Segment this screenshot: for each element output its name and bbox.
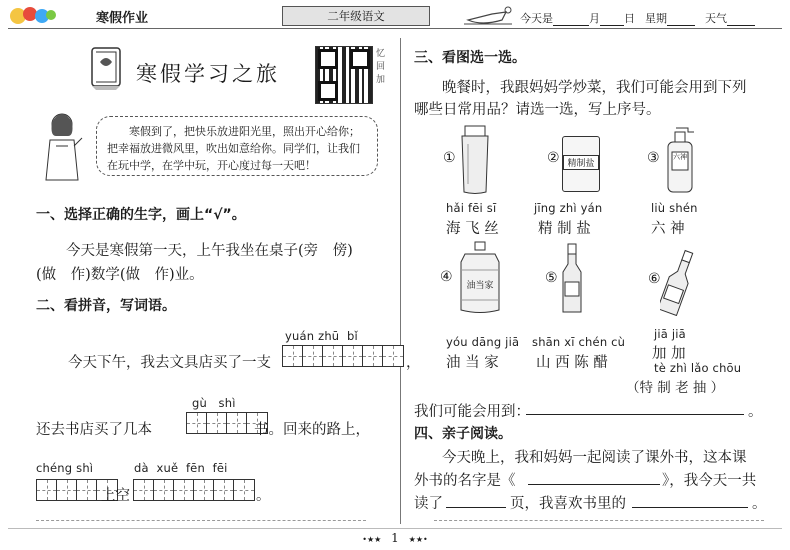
extra-pinyin: tè zhì lǎo chōu	[654, 361, 742, 375]
item-label: 精制盐	[563, 155, 599, 170]
item-pinyin: jīng zhì yán	[534, 201, 603, 215]
date-label: 今天是	[520, 12, 553, 25]
item-name: 海 飞 丝	[446, 221, 499, 237]
section2-line1: 今天下午，我去文具店买了一支	[68, 355, 271, 371]
item-name: 油 当 家	[446, 355, 499, 371]
intro-bubble	[96, 116, 378, 176]
section2-line3-mid: 上空	[101, 488, 130, 504]
footer-deco-left: •★★	[362, 535, 382, 544]
pages-line[interactable]	[446, 507, 506, 508]
section3-text2: 哪些日常用品？请选一选，写上序号。	[414, 102, 661, 118]
section4-text2b: 》，我今天一共	[662, 473, 757, 489]
soy-sauce-bottle-icon	[660, 248, 696, 316]
item-pinyin: hǎi fēi sī	[446, 201, 497, 215]
week-label: 星期	[645, 12, 667, 25]
answer-end: 。	[748, 404, 763, 420]
page-number: 1	[391, 531, 399, 545]
pinyin-yuanzhubi: yuán zhū bǐ	[285, 329, 358, 343]
pinyin-daxuefenfei: dà xuě fēn fēi	[134, 461, 228, 475]
salt-bag-icon	[562, 136, 600, 192]
item-name: 加 加	[652, 346, 686, 362]
answer-prefix: 我们可能会用到：	[414, 404, 530, 420]
banner-title: 寒假学习之旅	[136, 62, 280, 86]
vinegar-bottle-icon	[560, 242, 584, 314]
girl-illustration	[40, 110, 84, 186]
section3-title: 三、看图选一选。	[414, 50, 526, 66]
book-name-line[interactable]	[528, 484, 660, 485]
footer-bar	[8, 528, 782, 547]
section1-line2: (做 作)数学(做 作)业。	[36, 267, 204, 283]
answer-line[interactable]	[526, 414, 744, 415]
qr-note: 忆回加	[376, 49, 386, 85]
item-name: 山 西 陈 醋	[536, 355, 608, 371]
item-name: 六 神	[651, 221, 685, 237]
footer-dash-right	[434, 520, 764, 521]
answer-grid-yuanzhubi[interactable]	[282, 345, 404, 367]
header-brand: 寒假作业	[96, 11, 149, 26]
weather-label: 天气	[705, 12, 727, 25]
item-pinyin: shān xī chén cù	[532, 335, 626, 349]
section2-line2-end: 书。回来的路上，	[254, 422, 370, 438]
header-date-line	[520, 10, 755, 26]
section4-text1: 今天晚上，我和妈妈一起阅读了课外书，这本课	[442, 450, 747, 466]
answer-grid-daxuefenfei[interactable]	[133, 479, 255, 501]
intro-text: 寒假到了，把快乐放进阳光里，照出开心给你；把幸福放进微风里，吹出如意给你。同学们，让我们在玩中学，在学中玩，开心度过每一天吧！	[107, 125, 360, 172]
footer-deco-right: ★★•	[408, 535, 428, 544]
oil-jug-icon	[455, 240, 505, 316]
section2-line1-end: ，	[406, 355, 421, 371]
item-number: ②	[547, 150, 560, 166]
section4-title: 四、亲子阅读。	[414, 426, 512, 442]
lotion-bottle-icon	[662, 126, 698, 194]
section1-title: 一、选择正确的生字，画上“√”。	[36, 207, 246, 223]
item-pinyin: jiā jiā	[654, 327, 686, 341]
item-pinyin: liù shén	[651, 201, 698, 215]
header-divider	[8, 28, 782, 29]
shampoo-bottle-icon	[458, 124, 492, 196]
day-label: 日	[624, 12, 635, 25]
favorite-line[interactable]	[632, 507, 748, 508]
sleigh-icon	[462, 2, 518, 28]
book-icon	[86, 44, 126, 92]
item-name: 精 制 盐	[538, 221, 591, 237]
section4-text3a: 读了	[414, 496, 443, 512]
section4-text3c: 。	[752, 496, 767, 512]
item-pinyin: yóu dāng jiā	[446, 335, 520, 349]
section1-line1: 今天是寒假第一天，上午我坐在桌子(旁 傍)	[66, 243, 353, 259]
section2-title: 二、看拼音，写词语。	[36, 298, 176, 314]
extra-name: （特 制 老 抽 ）	[626, 380, 725, 396]
item-number: ⑤	[545, 270, 558, 286]
section2-line2: 还去书店买了几本	[36, 422, 152, 438]
item-label: 六神	[673, 153, 687, 161]
item-number: ⑥	[648, 271, 661, 287]
section3-text1: 晚餐时，我跟妈妈学炒菜，我们可能会用到下列	[442, 80, 747, 96]
month-label: 月	[589, 12, 600, 25]
section4-text3b: 页，我喜欢书里的	[510, 496, 626, 512]
item-number: ③	[647, 150, 660, 166]
qr-code	[315, 46, 373, 104]
column-divider	[400, 38, 401, 524]
item-number: ①	[443, 150, 456, 166]
header-subject-badge	[282, 6, 430, 26]
section2-line3-end: 。	[256, 488, 271, 504]
section4-text2a: 外书的名字是《	[414, 473, 516, 489]
header-subject: 二年级语文	[327, 9, 385, 23]
item-number: ④	[440, 269, 453, 285]
footer-dash-left	[36, 520, 366, 521]
item-label: 油当家	[466, 281, 494, 291]
header-logo	[8, 3, 56, 29]
pinyin-gushi: gù shì	[192, 396, 236, 410]
pinyin-chengshi: chéng shì	[36, 461, 94, 475]
